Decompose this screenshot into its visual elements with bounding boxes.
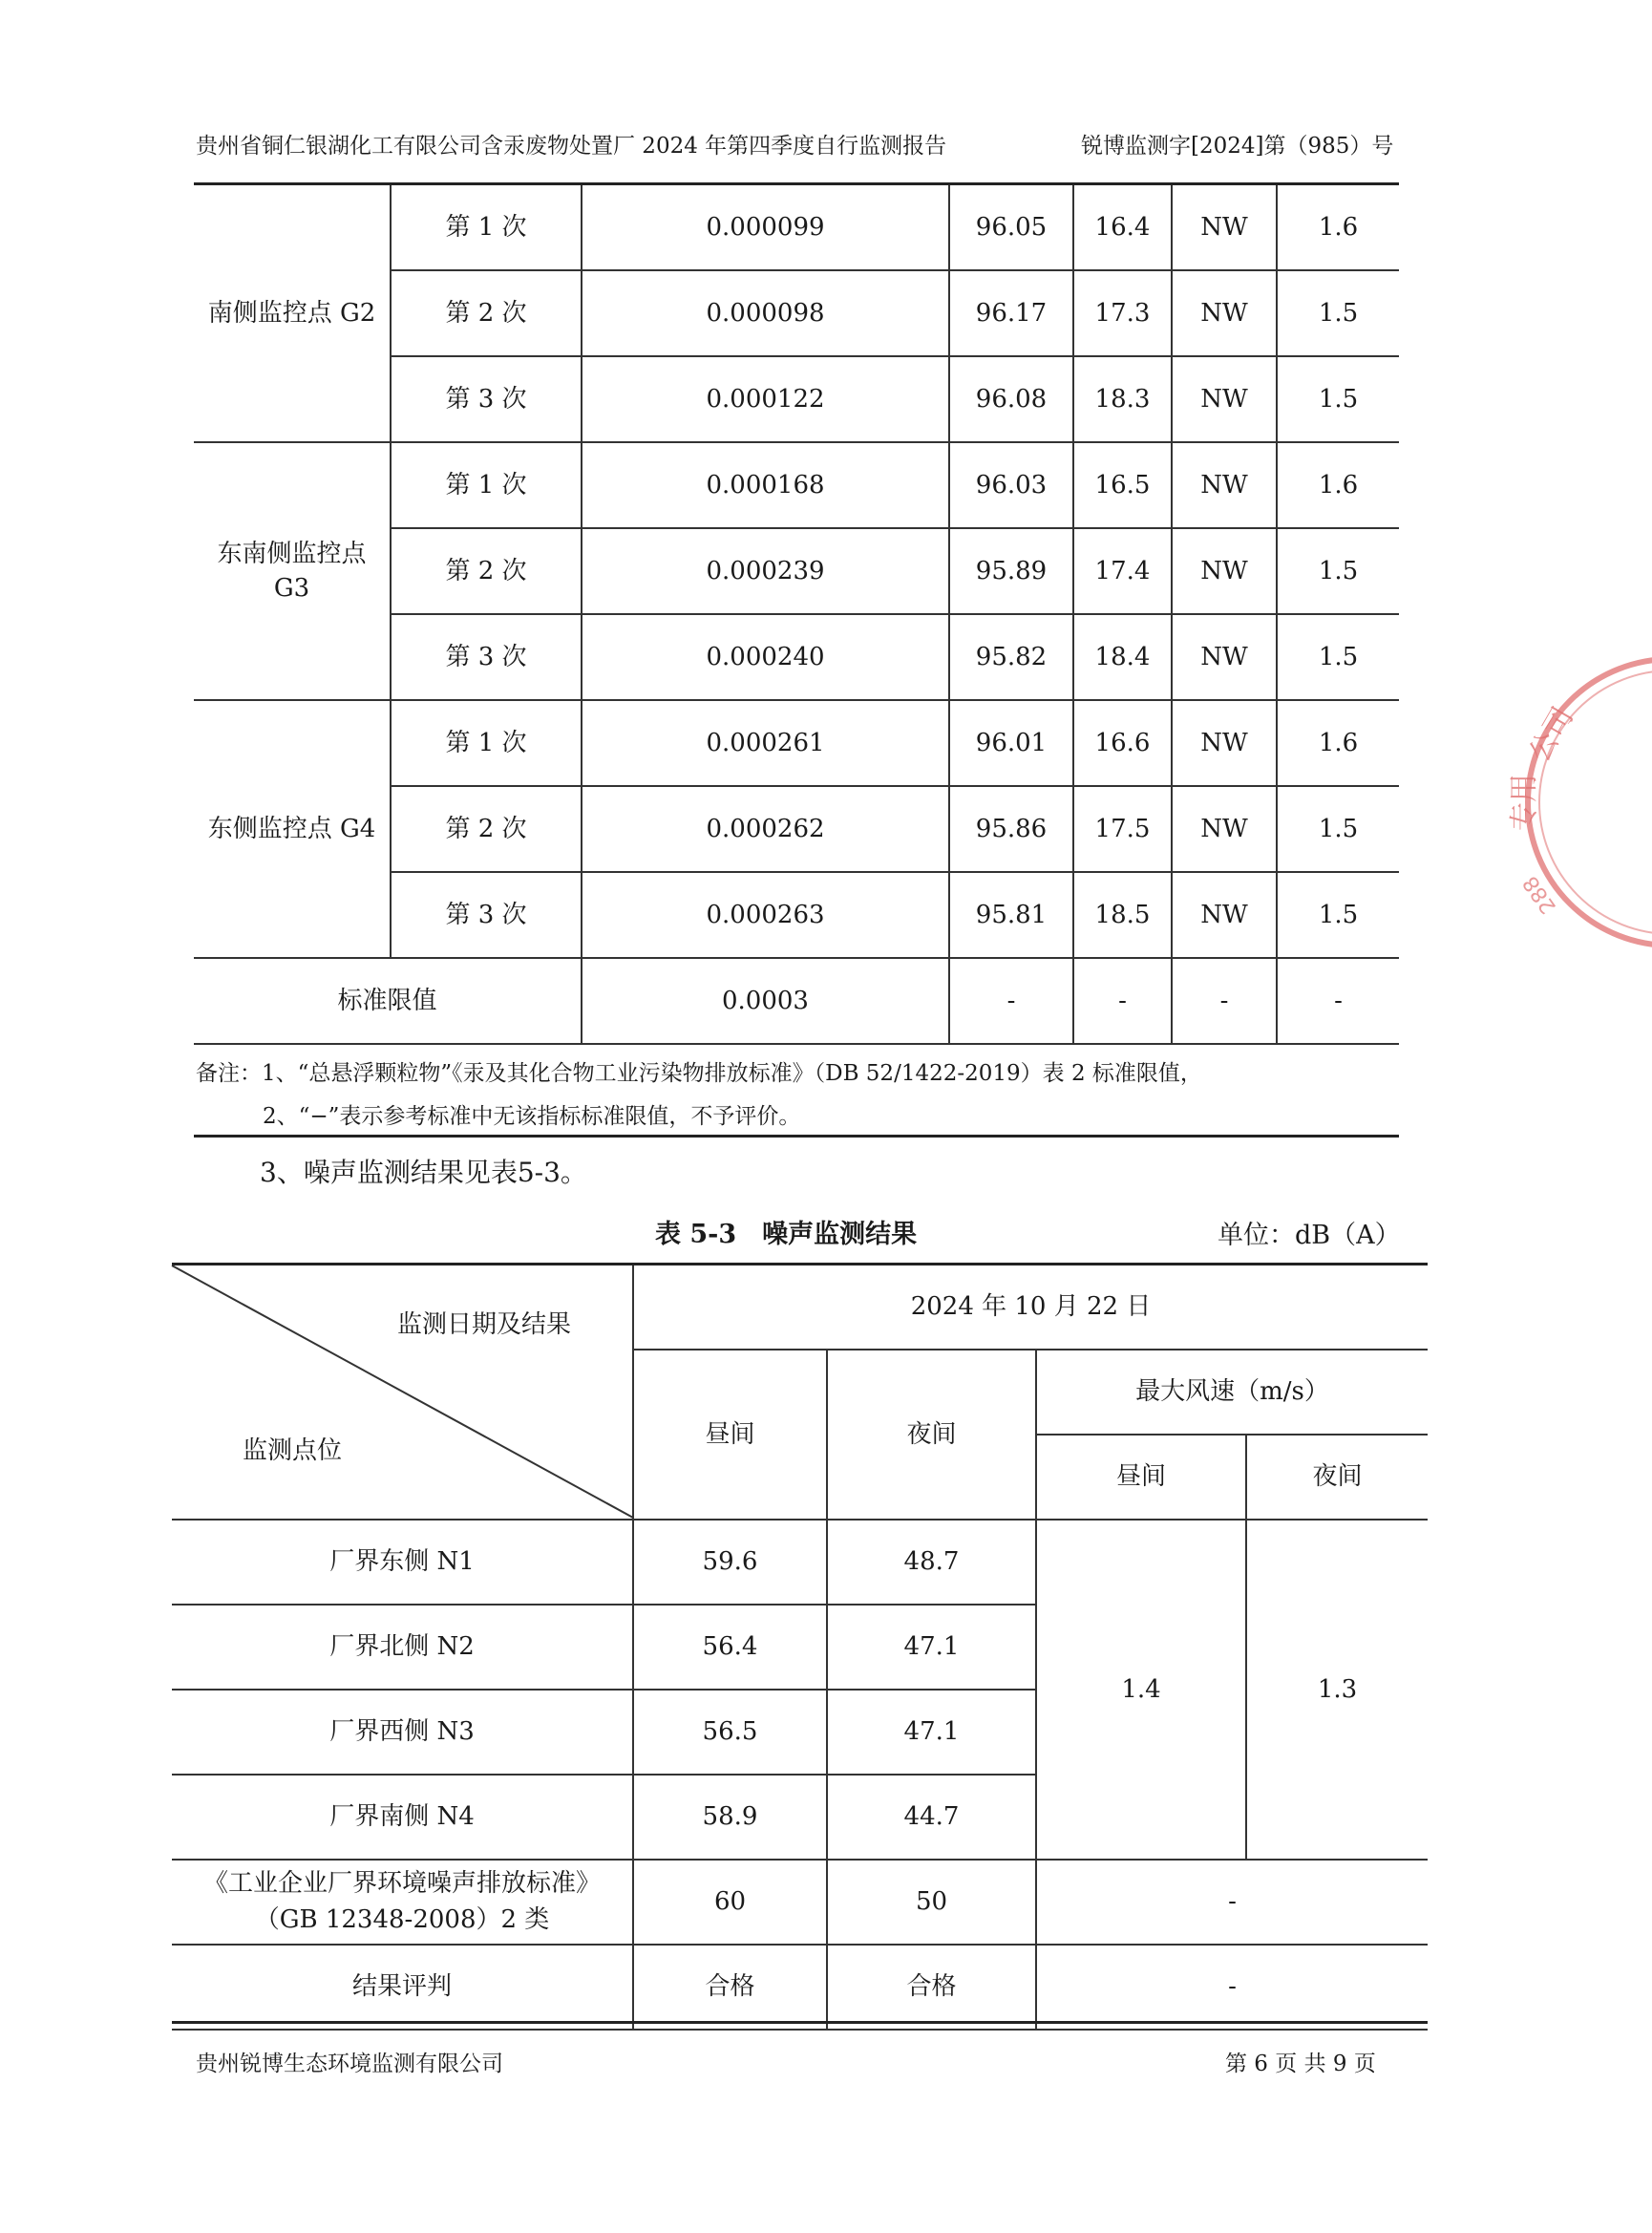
svg-text:专用: 专用 [1508,774,1541,831]
wind-speed-cell: 1.5 [1277,356,1399,442]
diagonal-header-cell [172,1265,633,1520]
section-heading: 3、噪声监测结果见表5-3。 [260,1157,587,1188]
temperature-cell: 17.4 [1073,528,1172,614]
limit-wind-speed: - [1277,958,1399,1044]
wind-speed-cell: 1.6 [1277,700,1399,786]
table-row [194,185,1399,270]
standard-wind: - [1036,1860,1428,1945]
temperature-cell: 18.4 [1073,614,1172,700]
concentration-cell: 0.000122 [582,356,949,442]
standard-row [172,1860,1428,1945]
wind-speed-cell: 1.5 [1277,614,1399,700]
wind-direction-cell: NW [1172,614,1277,700]
noise-point-cell: 厂界北侧 N2 [172,1605,633,1690]
sample-round-cell: 第 2 次 [391,270,582,356]
temperature-cell: 18.5 [1073,872,1172,958]
noise-day-cell: 56.5 [633,1690,827,1775]
pressure-cell: 96.08 [949,356,1073,442]
pressure-cell: 96.05 [949,185,1073,270]
pressure-cell: 96.01 [949,700,1073,786]
concentration-cell: 0.000262 [582,786,949,872]
wind-direction-cell: NW [1172,786,1277,872]
wind-direction-cell: NW [1172,442,1277,528]
col-wind-day: 昼间 [1036,1435,1246,1520]
sample-round-cell: 第 3 次 [391,872,582,958]
col-night: 夜间 [827,1350,1036,1520]
table-row [194,442,1399,528]
notes-rule [194,1135,1399,1138]
noise-night-cell: 48.7 [827,1520,1036,1605]
noise-day-cell: 59.6 [633,1520,827,1605]
diagonal-top-label: 监测日期及结果 [397,1310,572,1339]
air-monitoring-table [194,185,1399,1045]
limit-value: 0.0003 [582,958,949,1044]
concentration-cell: 0.000168 [582,442,949,528]
concentration-cell: 0.000239 [582,528,949,614]
report-number: 锐博监测字[2024]第（985）号 [1081,134,1394,159]
limit-wind-direction: - [1172,958,1277,1044]
result-day: 合格 [633,1945,827,2030]
wind-speed-cell: 1.6 [1277,185,1399,270]
concentration-cell: 0.000261 [582,700,949,786]
noise-point-cell: 厂界东侧 N1 [172,1520,633,1605]
sample-round-cell: 第 1 次 [391,442,582,528]
monitoring-point-cell: 南侧监控点 G2 [194,185,391,442]
result-row [172,1945,1428,2030]
temperature-cell: 16.4 [1073,185,1172,270]
report-title: 贵州省铜仁银湖化工有限公司含汞废物处置厂 2024 年第四季度自行监测报告 [196,134,947,159]
wind-day-cell: 1.4 [1036,1520,1246,1860]
standard-day: 60 [633,1860,827,1945]
wind-speed-cell: 1.5 [1277,528,1399,614]
col-max-wind: 最大风速（m/s） [1036,1350,1428,1435]
table-row [194,700,1399,786]
sample-round-cell: 第 1 次 [391,700,582,786]
monitoring-point-cell: 东南侧监控点 G3 [194,442,391,700]
pressure-cell: 96.03 [949,442,1073,528]
temperature-cell: 16.6 [1073,700,1172,786]
noise-point-cell: 厂界西侧 N3 [172,1690,633,1775]
monitoring-point-cell: 东侧监控点 G4 [194,700,391,958]
temperature-cell: 17.5 [1073,786,1172,872]
noise-night-cell: 44.7 [827,1775,1036,1860]
wind-direction-cell: NW [1172,528,1277,614]
footer-page-number: 第 6 页 共 9 页 [1225,2052,1376,2076]
noise-day-cell: 58.9 [633,1775,827,1860]
table-bottom-rule [172,2021,1428,2024]
pressure-cell: 95.89 [949,528,1073,614]
wind-direction-cell: NW [1172,356,1277,442]
temperature-cell: 17.3 [1073,270,1172,356]
standard-night: 50 [827,1860,1036,1945]
noise-day-cell: 56.4 [633,1605,827,1690]
pressure-cell: 95.86 [949,786,1073,872]
temperature-cell: 16.5 [1073,442,1172,528]
pressure-cell: 96.17 [949,270,1073,356]
col-wind-night: 夜间 [1246,1435,1428,1520]
standard-label: 《工业企业厂界环境噪声排放标准》（GB 12348-2008）2 类 [172,1860,633,1945]
noise-night-cell: 47.1 [827,1605,1036,1690]
wind-night-cell: 1.3 [1246,1520,1428,1860]
concentration-cell: 0.000099 [582,185,949,270]
result-wind: - [1036,1945,1428,2030]
noise-night-cell: 47.1 [827,1690,1036,1775]
limit-temperature: - [1073,958,1172,1044]
sample-round-cell: 第 1 次 [391,185,582,270]
sample-round-cell: 第 3 次 [391,356,582,442]
wind-direction-cell: NW [1172,872,1277,958]
col-day: 昼间 [633,1350,827,1520]
table-row [172,1520,1428,1605]
wind-speed-cell: 1.5 [1277,786,1399,872]
note-2: 2、“−”表示参考标准中无该指标标准限值，不予评价。 [263,1104,801,1129]
wind-speed-cell: 1.5 [1277,872,1399,958]
footer-company: 贵州锐博生态环境监测有限公司 [196,2052,503,2076]
sample-round-cell: 第 2 次 [391,528,582,614]
result-night: 合格 [827,1945,1036,2030]
result-label: 结果评判 [172,1945,633,2030]
wind-direction-cell: NW [1172,700,1277,786]
svg-text:公司: 公司 [1522,701,1580,768]
wind-speed-cell: 1.6 [1277,442,1399,528]
table-unit: 单位：dB（A） [1218,1221,1401,1250]
sample-round-cell: 第 3 次 [391,614,582,700]
wind-direction-cell: NW [1172,270,1277,356]
diagonal-bottom-label: 监测点位 [243,1436,343,1465]
limit-pressure: - [949,958,1073,1044]
svg-text:288: 288 [1518,871,1561,918]
wind-direction-cell: NW [1172,185,1277,270]
note-1: 备注：1、“总悬浮颗粒物”《汞及其化合物工业污染物排放标准》（DB 52/1422-2019）表 2 标准限值， [196,1061,1202,1086]
concentration-cell: 0.000240 [582,614,949,700]
company-seal [1508,649,1652,955]
pressure-cell: 95.82 [949,614,1073,700]
temperature-cell: 18.3 [1073,356,1172,442]
sample-round-cell: 第 2 次 [391,786,582,872]
concentration-cell: 0.000263 [582,872,949,958]
noise-monitoring-table [172,1265,1428,2031]
noise-point-cell: 厂界南侧 N4 [172,1775,633,1860]
diagonal-line [172,1265,633,1518]
limit-row [194,958,1399,1044]
pressure-cell: 95.81 [949,872,1073,958]
date-header: 2024 年 10 月 22 日 [633,1265,1428,1350]
table-caption: 表 5-3 噪声监测结果 [655,1220,918,1249]
limit-label: 标准限值 [194,958,582,1044]
concentration-cell: 0.000098 [582,270,949,356]
wind-speed-cell: 1.5 [1277,270,1399,356]
